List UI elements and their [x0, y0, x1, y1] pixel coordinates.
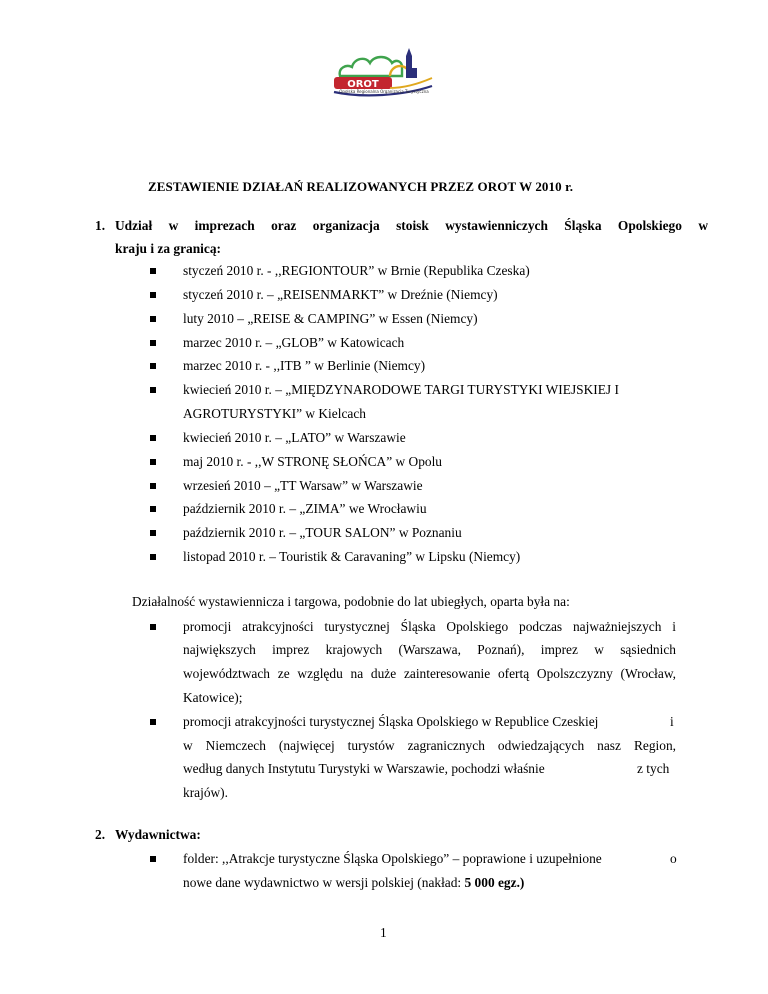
list-item: maj 2010 r. - ,,W STRONĘ SŁOŃCA” w Opolu: [183, 454, 442, 469]
activity-p2-line: krajów).: [183, 785, 228, 800]
publication-line: folder: ,,Atrakcje turystyczne Śląska Opolskiego” – poprawione i uzupełnione: [183, 851, 602, 866]
publication-line-prefix: nowe dane wydawnictwo w wersji polskiej (nakład:: [183, 875, 465, 890]
logo-tower-icon: [406, 56, 412, 78]
section-2-number: 2.: [95, 827, 106, 842]
activity-p1-line: promocji atrakcyjności turystycznej Śląska Opolskiego podczas najważniejszych i: [183, 619, 676, 634]
activity-p2-line: promocji atrakcyjności turystycznej Śląska Opolskiego w Republice Czeskiej: [183, 714, 599, 729]
bullet-icon: [150, 624, 156, 630]
activity-p1-line: największych imprez krajowych (Warszawa, Poznań), imprez w sąsiednich: [183, 642, 676, 657]
section-1-heading-line2: kraju i za granicą:: [115, 241, 221, 256]
activity-p1-line: województwach ze względu na duże zainteresowanie ofertą Opolszczyzny (Wrocław,: [183, 666, 676, 681]
bullet-icon: [150, 435, 156, 441]
list-item: październik 2010 r. – „ZIMA” we Wrocławiu: [183, 501, 427, 516]
logo-text: OROT: [347, 79, 379, 90]
bullet-icon: [150, 268, 156, 274]
bullet-icon: [150, 483, 156, 489]
bullet-icon: [150, 363, 156, 369]
section-1-number: 1.: [95, 218, 106, 233]
bullet-icon: [150, 554, 156, 560]
publication-line-end: o: [670, 851, 677, 866]
list-item: kwiecień 2010 r. – „LATO” w Warszawie: [183, 430, 406, 445]
list-item: październik 2010 r. – „TOUR SALON” w Poznaniu: [183, 525, 462, 540]
list-item: listopad 2010 r. – Touristik & Caravaning” w Lipsku (Niemcy): [183, 549, 521, 564]
bullet-icon: [150, 719, 156, 725]
activity-intro: Działalność wystawiennicza i targowa, podobnie do lat ubiegłych, oparta była na:: [132, 594, 570, 609]
list-item: marzec 2010 r. - ,,ITB ” w Berlinie (Niemcy): [183, 358, 426, 373]
page-number: 1: [380, 925, 387, 940]
list-item: kwiecień 2010 r. – „MIĘDZYNARODOWE TARGI TURYSTYKI WIEJSKIEJ I: [183, 382, 619, 397]
document-title: ZESTAWIENIE DZIAŁAŃ REALIZOWANYCH PRZEZ OROT W 2010 r.: [148, 179, 574, 194]
list-item: marzec 2010 r. – „GLOB” w Katowicach: [183, 335, 405, 350]
logo-cloud-icon: [340, 57, 402, 76]
list-item: styczeń 2010 r. - ,,REGIONTOUR” w Brnie (Republika Czeska): [183, 263, 530, 278]
activity-p1-line: Katowice);: [183, 690, 243, 705]
activity-p2-line: w Niemczech (najwięcej turystów zagranicznych odwiedzających nasz Region,: [183, 738, 676, 753]
bullet-icon: [150, 387, 156, 393]
section-1-heading-line1: Udział w imprezach oraz organizacja stoisk wystawienniczych Śląska Opolskiego w: [115, 218, 708, 233]
activity-p2-line: według danych Instytutu Turystyki w Warszawie, pochodzi właśnie: [183, 761, 545, 776]
list-item-continuation: AGROTURYSTYKI” w Kielcach: [183, 406, 366, 421]
list-item: styczeń 2010 r. – „REISENMARKT” w Dreźnie (Niemcy): [183, 287, 498, 302]
logo-caption: Opolska Regionalna Organizacja Turystyczna: [339, 89, 429, 94]
activity-p2-line-end: i: [670, 714, 674, 729]
list-item: luty 2010 – „REISE & CAMPING” w Essen (Niemcy): [183, 311, 478, 326]
section-1-heading: [95, 218, 708, 234]
bullet-icon: [150, 530, 156, 536]
section-2-heading: [95, 827, 201, 843]
publication-line: [183, 875, 524, 891]
section-2-heading-text: Wydawnictwa:: [115, 827, 201, 842]
bullet-icon: [150, 292, 156, 298]
bullet-icon: [150, 340, 156, 346]
bullet-icon: [150, 506, 156, 512]
bullet-icon: [150, 856, 156, 862]
bullet-icon: [150, 459, 156, 465]
list-item: wrzesień 2010 – „TT Warsaw” w Warszawie: [183, 478, 423, 493]
activity-p2-line-end: z tych: [637, 761, 670, 776]
bullet-icon: [150, 316, 156, 322]
print-run: 5 000 egz.): [464, 875, 525, 890]
